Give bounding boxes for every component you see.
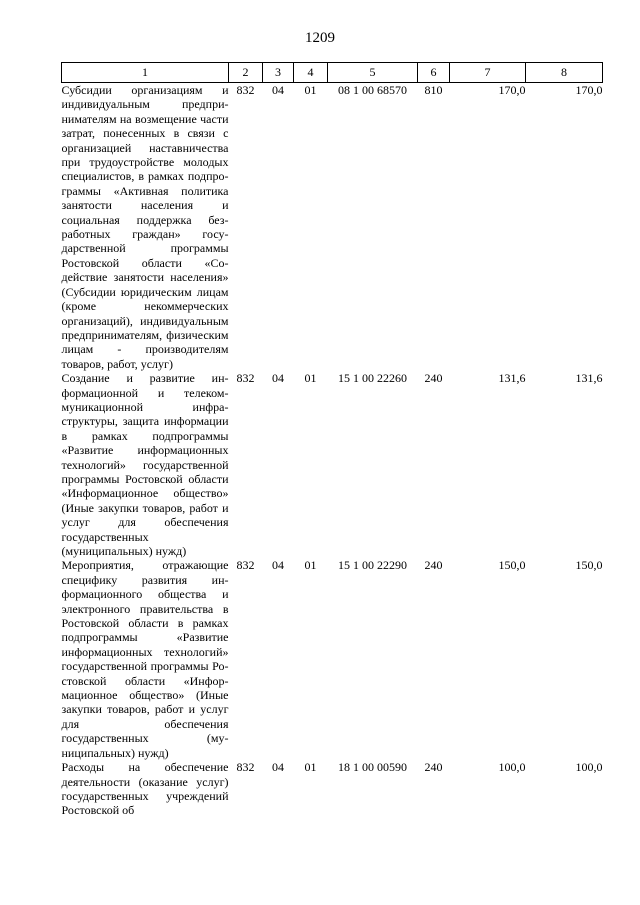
cell-expense-type: 240 xyxy=(424,760,443,775)
cell-amount-2: 100,0 xyxy=(575,760,603,775)
cell-ministry-code: 832 xyxy=(236,371,255,386)
budget-table xyxy=(61,62,603,818)
cell-amount-2: 170,0 xyxy=(575,83,603,97)
column-header: 3 xyxy=(263,63,294,83)
cell-target-article: 08 1 00 68570 xyxy=(338,83,407,97)
column-header: 2 xyxy=(229,63,263,83)
cell-expense-type: 810 xyxy=(424,83,443,97)
cell-ministry-code: 832 xyxy=(236,558,255,573)
table-row xyxy=(62,371,603,558)
table-row xyxy=(62,760,603,818)
cell-subsection-code: 01 xyxy=(304,371,317,386)
cell-subsection-code: 01 xyxy=(304,83,317,97)
cell-expense-type: 240 xyxy=(424,371,443,386)
column-header: 7 xyxy=(450,63,526,83)
column-header: 5 xyxy=(328,63,418,83)
cell-ministry-code: 832 xyxy=(236,760,255,775)
cell-expense-type: 240 xyxy=(424,558,443,573)
table-row xyxy=(62,558,603,760)
page-number: 1209 xyxy=(305,30,335,46)
cell-subsection-code: 01 xyxy=(304,760,317,775)
cell-section-code: 04 xyxy=(272,760,284,775)
cell-section-code: 04 xyxy=(272,83,284,97)
cell-target-article: 15 1 00 22260 xyxy=(338,371,407,386)
row-description: Создание и развитие информационной и телекоммуникационной инфраструктуры, защита информации в рамках подпрограммы «Развитие информационных технологий» государственной программы Ростовской области «Информационное общество» (Иные закупки товаров, работ и услуг для обеспечения государственных (муниципальных) нужд) xyxy=(61,371,229,558)
cell-amount-1: 131,6 xyxy=(498,371,526,386)
cell-target-article: 18 1 00 00590 xyxy=(338,760,407,775)
column-header: 8 xyxy=(526,63,603,83)
cell-amount-1: 150,0 xyxy=(498,558,526,573)
row-description: Субсидии организациям и индивидуальным предпринимателям на возмещение части затрат, понесенных в связи с организацией наставничества при трудоустройстве молодых специалистов, в рамках подпрограммы «Активная политика занятости населения и социальная поддержка безработных граждан» государственной программы Ростовской области «Содействие занятости населения» (Субсидии юридическим лицам (кроме некоммерческих организаций), индивидуальным предпринимателям, физическим лицам - производителям товаров, работ, услуг) xyxy=(61,83,229,371)
cell-amount-2: 150,0 xyxy=(575,558,603,573)
cell-amount-1: 100,0 xyxy=(498,760,526,775)
table-row xyxy=(62,83,603,372)
cell-amount-2: 131,6 xyxy=(575,371,603,386)
header-row xyxy=(62,63,603,83)
row-description: Расходы на обеспечение деятельности (оказание услуг) государственных учреждений Ростовской об xyxy=(61,760,229,818)
row-description: Мероприятия, отражающие специфику развития информационного общества и электронного правительства в Ростовской области в рамках подпрограммы «Развитие информационных технологий» государственной программы Ростовской области «Информационное общество» (Иные закупки товаров, работ и услуг для обеспечения государственных (муниципальных) нужд) xyxy=(61,558,229,760)
cell-subsection-code: 01 xyxy=(304,558,317,573)
column-header: 4 xyxy=(294,63,328,83)
column-header: 1 xyxy=(62,63,229,83)
cell-section-code: 04 xyxy=(272,371,284,386)
cell-target-article: 15 1 00 22290 xyxy=(338,558,407,573)
cell-section-code: 04 xyxy=(272,558,284,573)
column-header: 6 xyxy=(418,63,450,83)
cell-ministry-code: 832 xyxy=(236,83,255,97)
cell-amount-1: 170,0 xyxy=(498,83,526,97)
